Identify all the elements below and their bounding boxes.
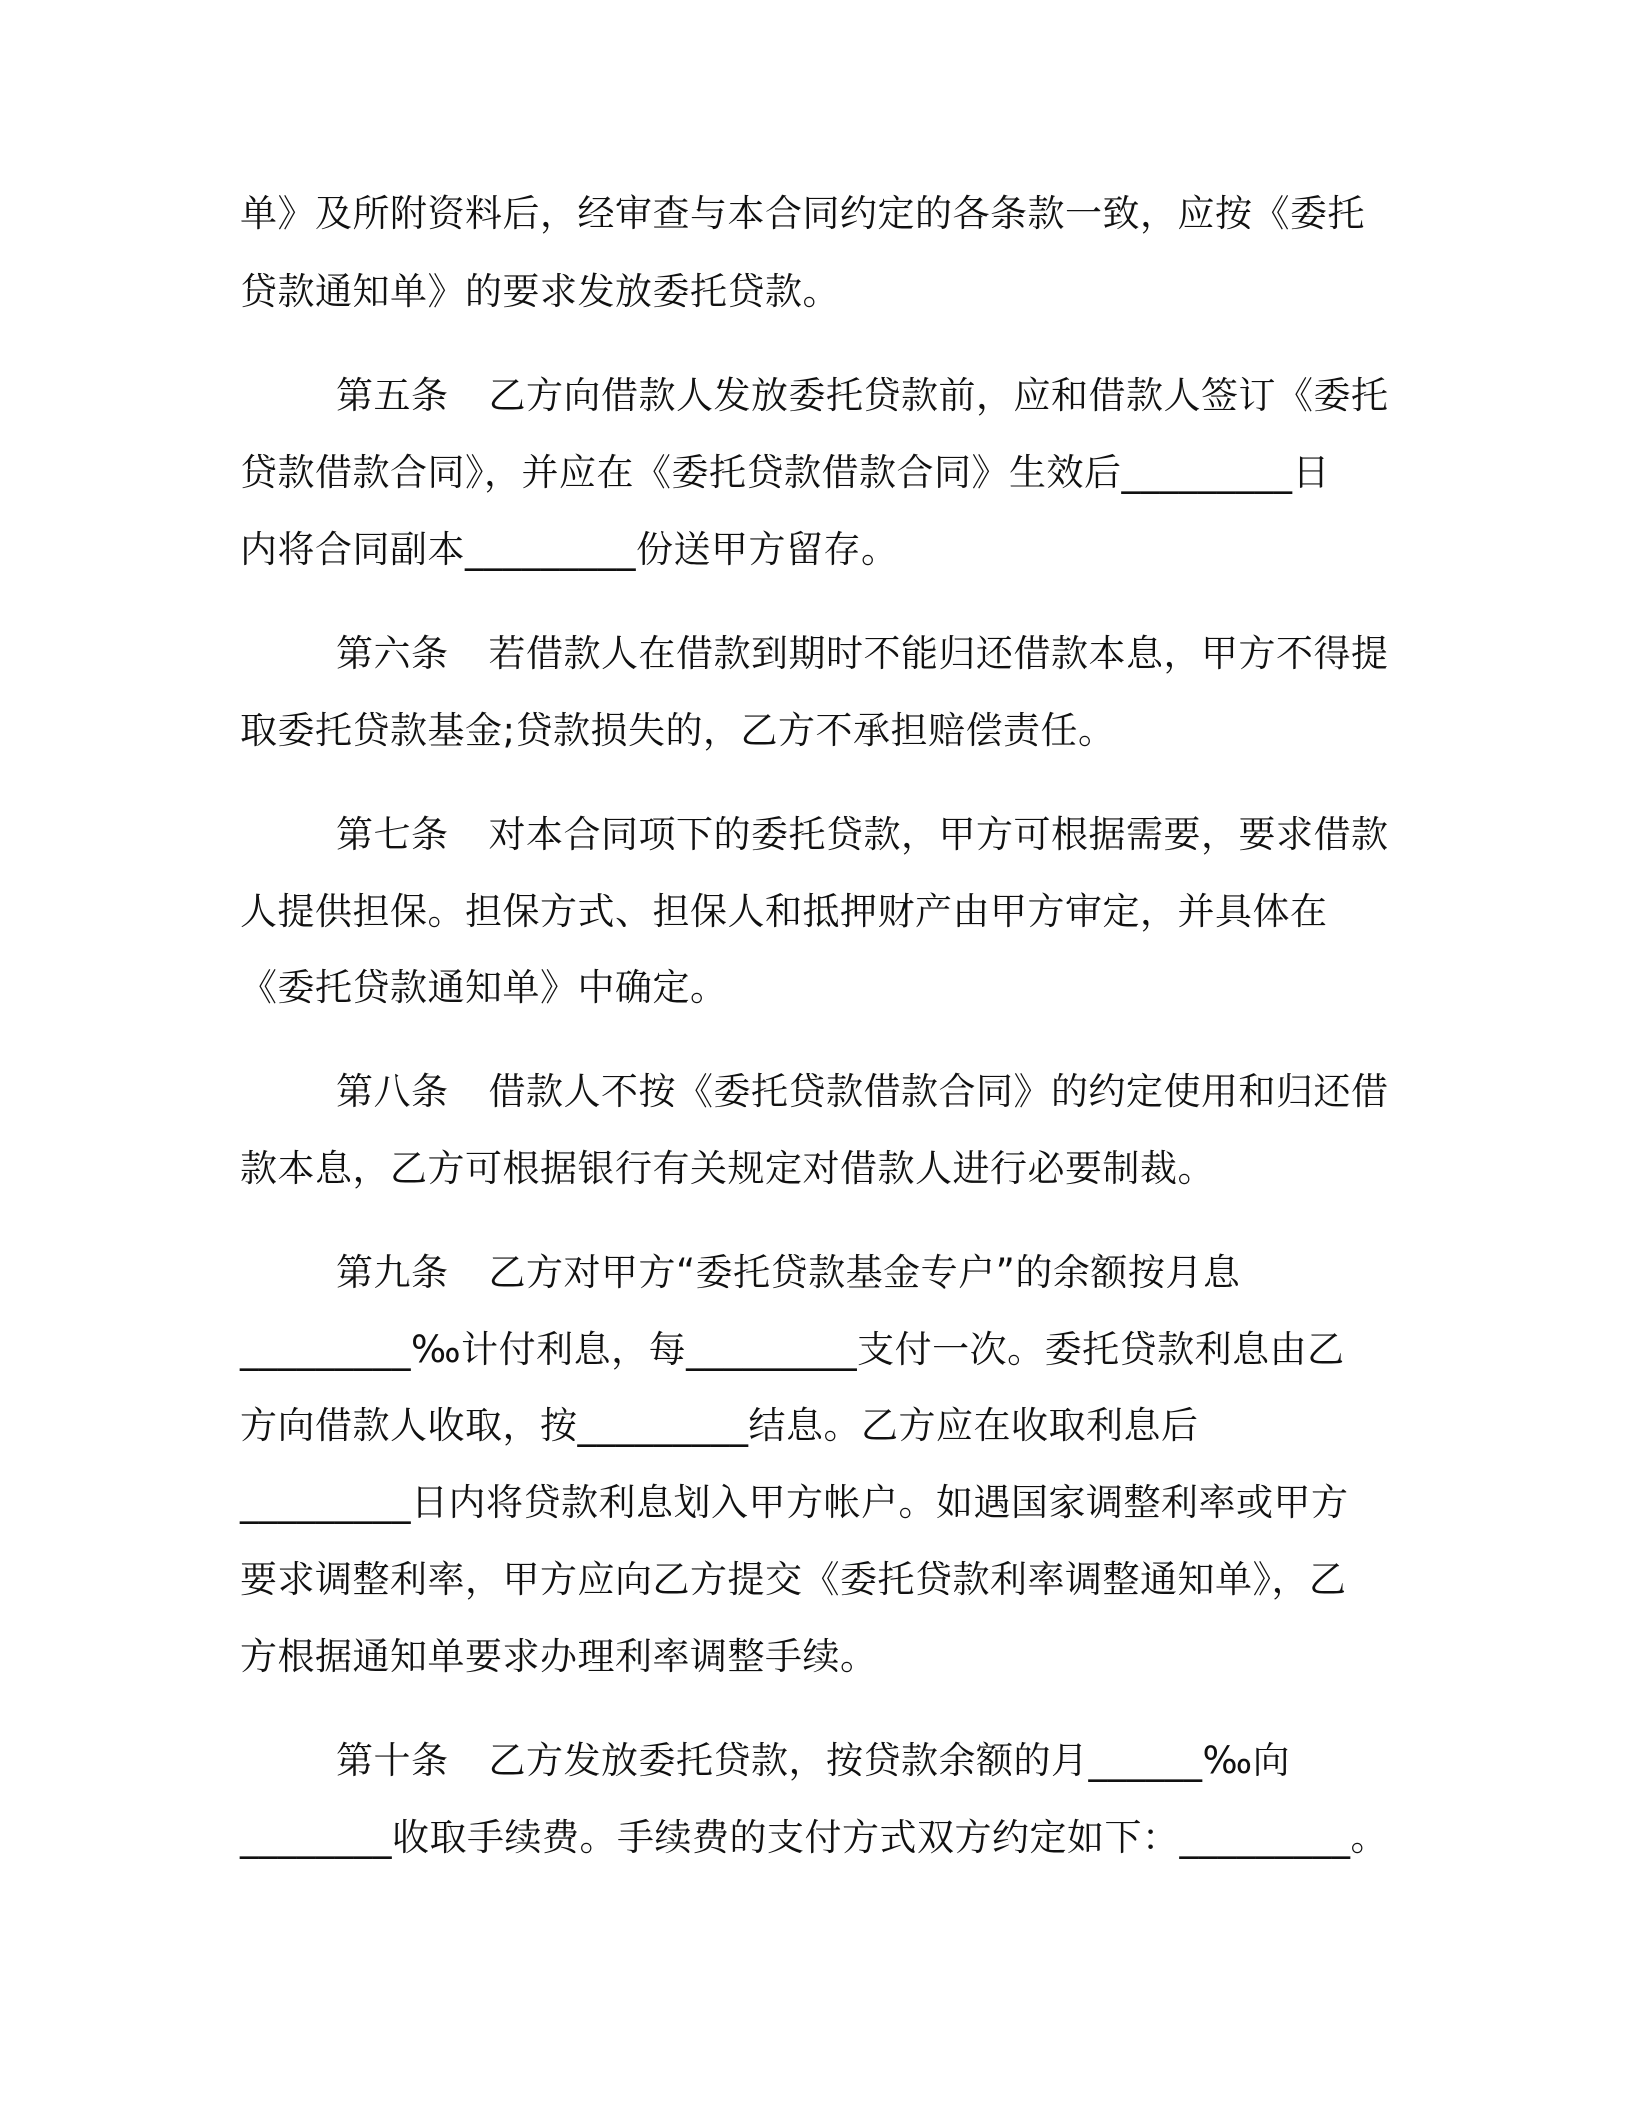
- article-10-text: 乙方发放委托贷款，按贷款余额的月______‰向: [488, 1739, 1291, 1782]
- article-9-line: _________日内将贷款利息划入甲方帐户。如遇国家调整利率或甲方: [240, 1481, 1349, 1524]
- article-7-line: 人提供担保。担保方式、担保人和抵押财产由甲方审定，并具体在: [240, 890, 1328, 933]
- article-10-line: ________收取手续费。手续费的支付方式双方约定如下：_________。: [240, 1816, 1388, 1859]
- article-9-text: 乙方对甲方“委托贷款基金专户”的余额按月息: [488, 1251, 1241, 1294]
- article-9-line: 方根据通知单要求办理利率调整手续。: [240, 1635, 878, 1678]
- article-9-line: 方向借款人收取，按_________结息。乙方应在收取利息后: [240, 1404, 1199, 1447]
- article-7-line: [336, 811, 1556, 859]
- article-8-text: 借款人不按《委托贷款借款合同》的约定使用和归还借: [488, 1070, 1389, 1113]
- article-6-line: 取委托贷款基金;贷款损失的，乙方不承担赔偿责任。: [240, 709, 1116, 752]
- article-9-line: 要求调整利率，甲方应向乙方提交《委托贷款利率调整通知单》，乙: [240, 1558, 1347, 1601]
- paragraph-line: 贷款通知单》的要求发放委托贷款。: [240, 270, 840, 313]
- article-9-line: [336, 1249, 1556, 1297]
- paragraph-line: 单》及所附资料后，经审查与本合同约定的各条款一致，应按《委托: [240, 192, 1365, 235]
- article-7-text: 对本合同项下的委托贷款，甲方可根据需要，要求借款: [488, 813, 1389, 856]
- article-9-line: _________‰计付利息，每_________支付一次。委托贷款利息由乙: [240, 1328, 1345, 1371]
- article-6-text: 若借款人在借款到期时不能归还借款本息，甲方不得提: [488, 632, 1389, 675]
- article-8-line: 款本息，乙方可根据银行有关规定对借款人进行必要制裁。: [240, 1147, 1215, 1190]
- article-8-label: 第八条: [336, 1070, 449, 1113]
- article-6-line: [336, 630, 1556, 678]
- article-5-line: 内将合同副本_________份送甲方留存。: [240, 528, 899, 571]
- article-5-line: 贷款借款合同》，并应在《委托贷款借款合同》生效后_________日: [240, 451, 1330, 494]
- article-6-label: 第六条: [336, 632, 449, 675]
- article-7-label: 第七条: [336, 813, 449, 856]
- article-9-label: 第九条: [336, 1251, 449, 1294]
- article-10-line: [336, 1737, 1556, 1785]
- article-5-line: [336, 372, 1556, 420]
- article-5-text: 乙方向借款人发放委托贷款前，应和借款人签订《委托: [488, 374, 1389, 417]
- article-10-label: 第十条: [336, 1739, 449, 1782]
- article-8-line: [336, 1068, 1556, 1116]
- article-5-label: 第五条: [336, 374, 449, 417]
- article-7-line: 《委托贷款通知单》中确定。: [240, 966, 728, 1009]
